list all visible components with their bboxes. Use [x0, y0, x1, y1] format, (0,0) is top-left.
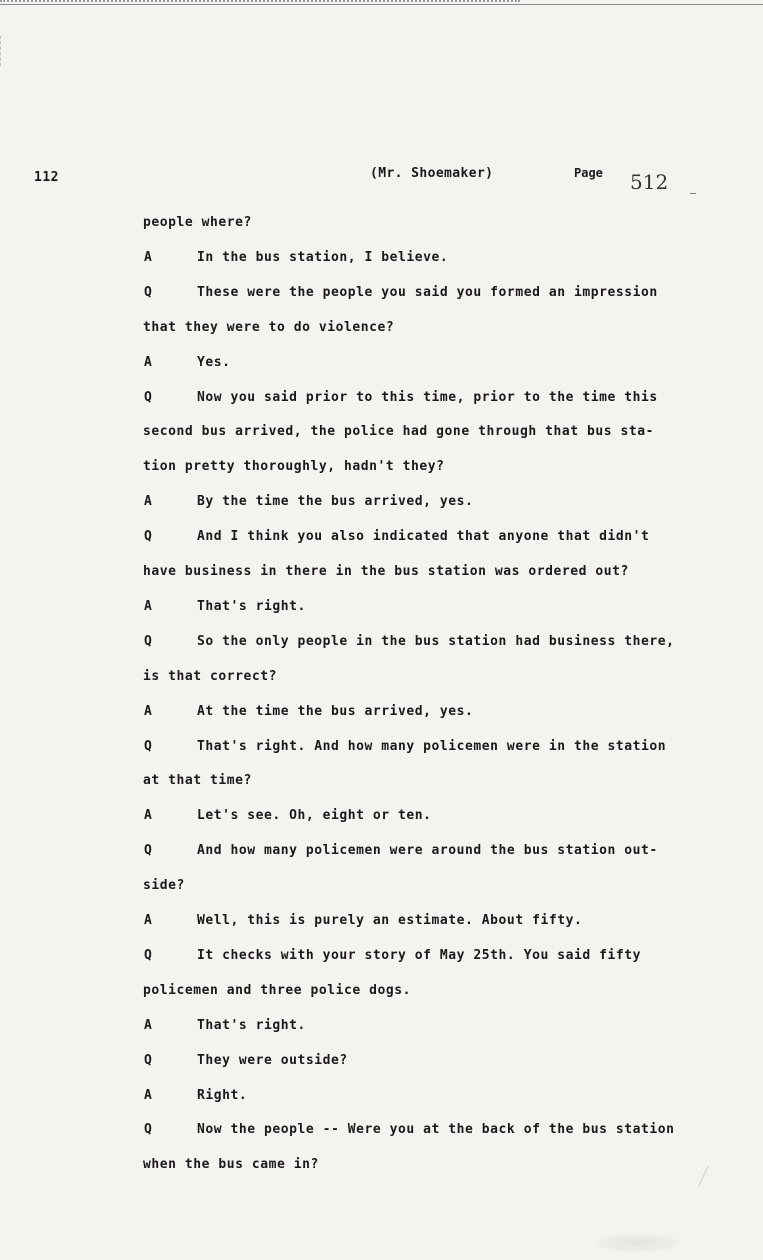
page-header [0, 0, 763, 200]
transcript-line [0, 913, 763, 933]
line-text: have business in there in the bus station was ordered out? [143, 564, 629, 579]
speaker-marker: A [144, 355, 153, 370]
speaker-marker: A [144, 250, 153, 265]
line-text: people where? [143, 215, 252, 230]
page-number: 512 [630, 170, 669, 194]
line-text: At the time the bus arrived, yes. [197, 704, 474, 719]
transcript-line [0, 704, 763, 724]
line-text: They were outside? [197, 1053, 348, 1068]
speaker-marker: Q [144, 1122, 153, 1137]
speaker-marker: A [144, 599, 153, 614]
transcript-line [0, 285, 763, 305]
line-text: Well, this is purely an estimate. About fifty. [197, 913, 583, 928]
line-text: It checks with your story of May 25th. You said fifty [197, 948, 641, 963]
line-text: at that time? [143, 773, 252, 788]
speaker-marker: A [144, 1088, 153, 1103]
line-text: That's right. [197, 1018, 306, 1033]
line-text: By the time the bus arrived, yes. [197, 494, 474, 509]
transcript-line [0, 634, 763, 654]
transcript-line [0, 843, 763, 863]
transcript-line [0, 355, 763, 375]
line-text: policemen and three police dogs. [143, 983, 412, 998]
line-text: Right. [197, 1088, 248, 1103]
transcript-line [0, 808, 763, 828]
transcript-line [0, 424, 763, 444]
line-text: is that correct? [143, 669, 278, 684]
line-text: tion pretty thoroughly, hadn't they? [143, 459, 445, 474]
line-text: And I think you also indicated that anyone that didn't [197, 529, 650, 544]
transcript-line [0, 320, 763, 340]
speaker-marker: Q [144, 634, 153, 649]
speaker-marker: Q [144, 948, 153, 963]
speaker-marker: A [144, 913, 153, 928]
line-text: These were the people you said you formed an impression [197, 285, 658, 300]
line-text: Let's see. Oh, eight or ten. [197, 808, 432, 823]
speaker-label: (Mr. Shoemaker) [370, 166, 494, 181]
line-text: second bus arrived, the police had gone through that bus sta- [143, 424, 654, 439]
line-text: when the bus came in? [143, 1157, 319, 1172]
speaker-marker: Q [144, 1053, 153, 1068]
transcript-line [0, 669, 763, 689]
transcript-line [0, 1088, 763, 1108]
transcript-line [0, 459, 763, 479]
line-text: So the only people in the bus station had business there, [197, 634, 675, 649]
speaker-marker: Q [144, 390, 153, 405]
page-label: Page [574, 166, 603, 180]
transcript-line [0, 739, 763, 759]
line-text: side? [143, 878, 185, 893]
transcript-line [0, 983, 763, 1003]
line-text: Now you said prior to this time, prior to the time this [197, 390, 658, 405]
line-text: And how many policemen were around the bus station out- [197, 843, 658, 858]
speaker-marker: A [144, 704, 153, 719]
transcript-line [0, 1053, 763, 1073]
corner-smudge [596, 1234, 680, 1252]
transcript-line [0, 599, 763, 619]
speaker-marker: Q [144, 285, 153, 300]
transcript-line [0, 390, 763, 410]
transcript-line [0, 250, 763, 270]
speaker-marker: Q [144, 529, 153, 544]
line-text: In the bus station, I believe. [197, 250, 449, 265]
line-text: that they were to do violence? [143, 320, 395, 335]
line-text: That's right. [197, 599, 306, 614]
transcript-line [0, 1157, 763, 1177]
page-number-underline [690, 193, 696, 194]
transcript-line [0, 529, 763, 549]
transcript-line [0, 564, 763, 584]
speaker-marker: A [144, 808, 153, 823]
speaker-marker: A [144, 1018, 153, 1033]
speaker-marker: A [144, 494, 153, 509]
speaker-marker: Q [144, 739, 153, 754]
speaker-marker: Q [144, 843, 153, 858]
line-text: Yes. [197, 355, 231, 370]
line-text: That's right. And how many policemen were in the station [197, 739, 667, 754]
transcript-line [0, 494, 763, 514]
transcript-line-number: 112 [34, 170, 59, 185]
transcript-line [0, 1122, 763, 1142]
transcript-line [0, 215, 763, 235]
transcript-line [0, 948, 763, 968]
transcript-line [0, 878, 763, 898]
transcript-line [0, 1018, 763, 1038]
transcript-line [0, 773, 763, 793]
line-text: Now the people -- Were you at the back of the bus station [197, 1122, 675, 1137]
